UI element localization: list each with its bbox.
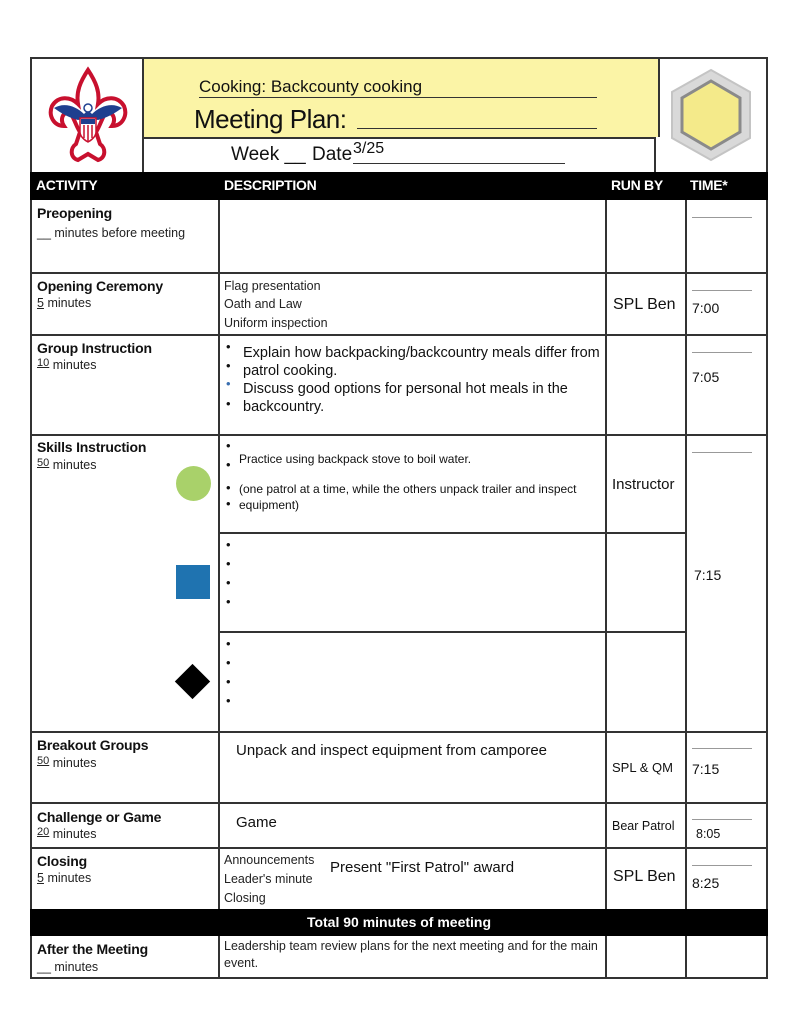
- total-bar: [30, 909, 768, 936]
- bullet: •: [226, 693, 231, 708]
- minutes-text: minutes: [52, 827, 97, 841]
- time-blank: [692, 819, 752, 820]
- bullet: •: [226, 575, 231, 590]
- group-desc-1: Explain how backpacking/backcountry meals differ from patrol cooking.: [243, 345, 600, 379]
- opening-label: Opening Ceremony: [37, 278, 163, 294]
- grid-line: [218, 631, 686, 633]
- preopening-minutes: [37, 226, 185, 240]
- breakout-desc: Unpack and inspect equipment from camporee: [236, 742, 548, 759]
- skills-minutes: [37, 457, 97, 472]
- badge-area: [666, 67, 756, 163]
- bsa-eagle-logo-icon: [40, 66, 136, 166]
- grid-line: [685, 936, 687, 979]
- after-label: After the Meeting: [37, 941, 148, 957]
- closing-desc-1: Announcements: [224, 853, 315, 867]
- closing-minutes: [37, 871, 91, 885]
- minutes-blank: __: [37, 960, 51, 974]
- opening-run-by: SPL Ben: [613, 296, 676, 313]
- challenge-time: 8:05: [696, 827, 721, 841]
- closing-desc-2: Leader's minute: [224, 872, 313, 886]
- group-minutes: [37, 357, 97, 372]
- cooking-line: Cooking: Backcounty cooking: [199, 77, 423, 96]
- week-date-box: [142, 137, 656, 172]
- col-description: DESCRIPTION: [224, 177, 317, 193]
- col-time: TIME*: [690, 177, 728, 193]
- date-underline: [353, 163, 565, 164]
- bullet: •: [226, 457, 231, 472]
- closing-time: 8:25: [692, 875, 720, 891]
- time-blank: [692, 748, 752, 749]
- minutes-value: 20: [37, 826, 50, 838]
- closing-desc-3: Closing: [224, 891, 266, 905]
- minutes-value: 5: [37, 296, 44, 310]
- col-activity: ACTIVITY: [36, 177, 98, 193]
- closing-desc-extra: Present "First Patrol" award: [330, 859, 515, 876]
- bullet: •: [226, 339, 231, 354]
- time-blank: [692, 452, 752, 453]
- bullet: •: [226, 655, 231, 670]
- group-time: 7:05: [692, 369, 720, 385]
- minutes-text: minutes: [47, 296, 92, 310]
- closing-label: Closing: [37, 853, 87, 869]
- opening-desc-2: Oath and Law: [224, 297, 302, 311]
- after-minutes: [37, 960, 98, 974]
- bullet: •: [226, 594, 231, 609]
- grid-line: [30, 272, 768, 274]
- grid-line: [30, 847, 768, 849]
- breakout-run-by: SPL & QM: [612, 760, 673, 775]
- challenge-run-by: Bear Patrol: [612, 819, 675, 833]
- minutes-value: 10: [37, 357, 50, 369]
- bullet: •: [226, 376, 231, 391]
- preopening-label: Preopening: [37, 205, 113, 221]
- bullet: •: [226, 496, 231, 511]
- meeting-plan-label: Meeting Plan:: [194, 104, 347, 134]
- skills-label: Skills Instruction: [37, 439, 147, 455]
- grid-line: [30, 334, 768, 336]
- breakout-label: Breakout Groups: [37, 737, 149, 753]
- minutes-text: minutes before meeting: [54, 226, 186, 240]
- bullet: •: [226, 438, 231, 453]
- column-header-bar: [30, 172, 768, 200]
- skills-run-by: Instructor: [612, 476, 675, 493]
- meeting-plan-underline: [357, 128, 597, 129]
- minutes-text: minutes: [47, 871, 92, 885]
- minutes-text: minutes: [54, 960, 99, 974]
- bullet: •: [226, 396, 231, 411]
- col-run-by: RUN BY: [611, 177, 663, 193]
- minutes-blank: __: [37, 226, 51, 240]
- minutes-value: 50: [37, 457, 50, 469]
- date-value: 3/25: [353, 140, 385, 157]
- bullet: •: [226, 636, 231, 651]
- grid-line: [218, 936, 220, 979]
- bullet: •: [226, 674, 231, 689]
- grid-line: [30, 731, 768, 733]
- after-desc: Leadership team review plans for the next meeting and for the main event.: [224, 939, 598, 970]
- date-label: Date: [312, 144, 353, 165]
- blue-square-icon: [176, 565, 210, 599]
- skills-desc-1: Practice using backpack stove to boil water.: [239, 452, 472, 466]
- grid-line: [605, 936, 607, 979]
- challenge-label: Challenge or Game: [37, 809, 162, 825]
- cooking-underline: [199, 97, 597, 98]
- minutes-value: 5: [37, 871, 44, 885]
- skills-desc-2: (one patrol at a time, while the others unpack trailer and inspect equipment): [239, 482, 577, 512]
- bullet: •: [226, 358, 231, 373]
- bsa-logo: [40, 66, 136, 166]
- challenge-minutes: [37, 826, 97, 841]
- time-blank: [692, 352, 752, 353]
- green-circle-icon: [176, 466, 211, 501]
- opening-desc-3: Uniform inspection: [224, 316, 328, 330]
- bullet: •: [226, 537, 231, 552]
- bullet: •: [226, 480, 231, 495]
- group-desc-2: Discuss good options for personal hot meals in the backcountry.: [243, 381, 568, 415]
- bullet: •: [226, 556, 231, 571]
- opening-time: 7:00: [692, 300, 720, 316]
- closing-run-by: SPL Ben: [613, 868, 676, 885]
- minutes-text: minutes: [52, 756, 97, 770]
- group-label: Group Instruction: [37, 340, 152, 356]
- grid-line: [30, 802, 768, 804]
- minutes-text: minutes: [52, 358, 97, 372]
- minutes-value: 50: [37, 755, 50, 767]
- skills-time: 7:15: [694, 567, 722, 583]
- grid-line: [218, 532, 686, 534]
- total-text: Total 90 minutes of meeting: [306, 914, 492, 930]
- hexagon-badge-icon: [666, 67, 756, 163]
- time-blank: [692, 865, 752, 866]
- time-blank: [692, 290, 752, 291]
- grid-line: [30, 434, 768, 436]
- breakout-minutes: [37, 755, 97, 770]
- challenge-desc: Game: [236, 814, 277, 831]
- week-label: Week __: [231, 144, 306, 165]
- opening-desc-1: Flag presentation: [224, 279, 321, 293]
- opening-minutes: [37, 296, 91, 310]
- minutes-text: minutes: [52, 458, 97, 472]
- time-blank: [692, 217, 752, 218]
- breakout-time: 7:15: [692, 761, 720, 777]
